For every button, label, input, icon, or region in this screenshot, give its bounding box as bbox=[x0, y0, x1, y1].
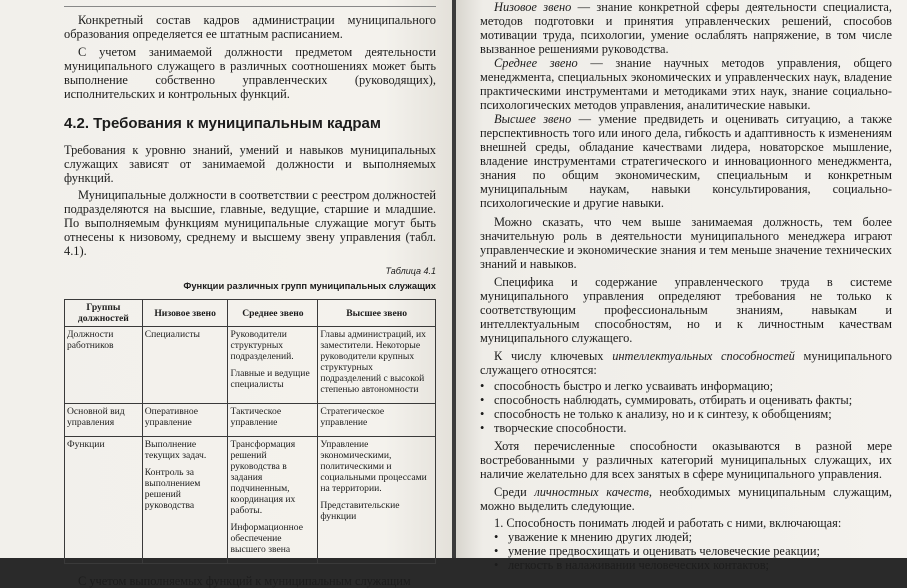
lower-level-paragraph bbox=[480, 0, 892, 56]
table-cell-text: Должности работников bbox=[67, 329, 114, 351]
functions-table bbox=[64, 299, 436, 564]
table-header-cell: Высшее звено bbox=[318, 300, 436, 327]
table-cell-text: Оперативное управление bbox=[144, 406, 199, 428]
middle-level-term: Среднее звено bbox=[494, 56, 578, 70]
intro-paragraph-1: Конкретный состав кадров администрации муниципального образования определяется ее штатным расписанием. bbox=[64, 13, 436, 41]
table-header-cell: Группы должностей bbox=[65, 300, 143, 327]
table-cell-text: Специалисты bbox=[144, 329, 200, 340]
table-cell bbox=[65, 404, 143, 437]
table-cell-text: Информационное обеспечение высшего звена bbox=[230, 522, 303, 555]
list-item bbox=[494, 530, 892, 544]
right-page-content bbox=[480, 0, 892, 572]
bullet-icon: • bbox=[480, 407, 485, 421]
list-item bbox=[494, 544, 892, 558]
table-cell bbox=[318, 327, 436, 404]
top-level-paragraph bbox=[480, 112, 892, 210]
table-cell-text: Контроль за выполнением решений руководства bbox=[144, 467, 201, 511]
lower-level-term: Низовое звено bbox=[494, 0, 572, 14]
middle-level-paragraph bbox=[480, 56, 892, 112]
table-header-row bbox=[65, 300, 436, 327]
paragraph-requirements: Требования к уровню знаний, умений и навыков муниципальных служащих зависят от занимаемой должности и выполняемых функций. bbox=[64, 143, 436, 185]
header-rule bbox=[64, 6, 436, 7]
bottom-paragraph: С учетом выполняемых функций к муниципальным служащим bbox=[78, 574, 411, 588]
table-cell-text: Тактическое управление bbox=[230, 406, 282, 428]
list-item-text: творческие способности. bbox=[494, 421, 627, 435]
people-skills-list bbox=[480, 530, 892, 572]
list-item-text: уважение к мнению других людей; bbox=[508, 530, 693, 544]
middle-level-text: — знание научных методов управления, общего менеджмента, специальных экономических и управленческих наук, владение практическими инструментами и методиками этих наук, знание социально-психологических методов управления, аналитические навыки. bbox=[480, 56, 892, 112]
intellectual-pre: К числу ключевых bbox=[494, 349, 613, 363]
bullet-icon: • bbox=[480, 379, 485, 393]
table-cell bbox=[318, 404, 436, 437]
bullet-icon: • bbox=[480, 393, 485, 407]
intellectual-term: интеллектуальных способностей bbox=[612, 349, 795, 363]
left-page bbox=[0, 0, 452, 588]
paragraph-intellectual bbox=[480, 349, 892, 377]
bullet-icon: • bbox=[494, 544, 499, 558]
table-cell-text: Руководители структурных подразделений. bbox=[230, 329, 294, 362]
top-level-text: — умение предвидеть и оценивать ситуацию, а также перспективность того или иного дела, гибкость и адаптивность к изменениям внешней среды, обладание качествами лидера, новаторское мышление, владение инструментами стратегического и инновационного менеджмента, знания по общим экономическим, специальным и конкретным муниципальным наукам, навыки консультирования, социально-психологические и другие навыки. bbox=[480, 112, 892, 210]
table-cell bbox=[142, 327, 228, 404]
table-cell bbox=[228, 404, 318, 437]
list-item-text: способность быстро и легко усваивать информацию; bbox=[494, 379, 774, 393]
table-cell-text: Главы администраций, их заместители. Некоторые руководители крупных структурных подразделений с высокой степенью автономности bbox=[320, 329, 426, 395]
paragraph-abilities-demand: Хотя перечисленные способности оказываются в разной мере востребованными у различных категорий муниципальных служащих, их наличие желательно для всех занятых в сфере муниципального управления. bbox=[480, 439, 892, 481]
table-header-cell: Низовое звено bbox=[142, 300, 228, 327]
list-item-text: легкость в налаживании человеческих контактов; bbox=[508, 558, 770, 572]
table-cell bbox=[65, 437, 143, 564]
paragraph-specifics: Специфика и содержание управленческого труда в системе муниципального управления определяют требования не только к соответствующим профессиональным знаниям, навыкам и интеллектуальным способностям, но и к личностным качествам муниципального служащего. bbox=[480, 275, 892, 345]
top-level-term: Высшее звено bbox=[494, 112, 572, 126]
personal-pre: Среди bbox=[494, 485, 535, 499]
paragraph-positions: Муниципальные должности в соответствии с реестром должностей подразделяются на высшие, главные, ведущие, старшие и младшие. По выполняемым функциям муниципальные служащие могут быть отнесены к низовому, среднему и высшему звену управления (табл. 4.1). bbox=[64, 188, 436, 258]
table-title: Функции различных групп муниципальных служащих bbox=[183, 280, 436, 291]
table-cell-text: Функции bbox=[67, 439, 105, 450]
table-cell bbox=[318, 437, 436, 564]
table-cell bbox=[142, 404, 228, 437]
left-page-content bbox=[64, 0, 436, 588]
intro-paragraph-2: С учетом занимаемой должности предметом деятельности муниципального служащего в различных соотношениях может быть выполнение собственно управленческих (руководящих), исполнительских и контрольных функций. bbox=[64, 45, 436, 101]
table-row bbox=[65, 327, 436, 404]
list-item bbox=[494, 558, 892, 572]
bullet-icon: • bbox=[480, 421, 485, 435]
personal-post: , необходимых муниципальным служащим, можно выделить следующие. bbox=[480, 485, 892, 513]
table-row bbox=[65, 404, 436, 437]
table-cell bbox=[228, 437, 318, 564]
personal-term: личностных качеств bbox=[534, 485, 649, 499]
list-item-text: способность не только к анализу, но и к синтезу, к обобщениям; bbox=[494, 407, 832, 421]
bullet-icon: • bbox=[494, 558, 499, 572]
paragraph-personal bbox=[480, 485, 892, 513]
bullet-icon: • bbox=[494, 530, 499, 544]
list-item bbox=[480, 407, 892, 421]
section-title: 4.2. Требования к муниципальным кадрам bbox=[64, 115, 381, 132]
list-item-text: умение предвосхищать и оценивать человеческие реакции; bbox=[508, 544, 820, 558]
table-cell-text: Представительские функции bbox=[320, 500, 400, 522]
lower-level-text: — знание конкретной сферы деятельности специалиста, методов подготовки и принятия управленческих решений, способов мотивации труда, психологии, умение ослаблять напряжение, в том числе вызванное решениями руководства. bbox=[480, 0, 892, 56]
table-cell-text: Трансформация решений руководства в задания подчиненным, координация их работы. bbox=[230, 439, 296, 516]
table-number: Таблица 4.1 bbox=[385, 266, 436, 276]
list-item bbox=[480, 379, 892, 393]
intellectual-list bbox=[480, 379, 892, 435]
table-cell bbox=[142, 437, 228, 564]
table-row bbox=[65, 437, 436, 564]
table-cell-text: Выполнение текущих задач. bbox=[144, 439, 207, 461]
table-header-cell: Среднее звено bbox=[228, 300, 318, 327]
paragraph-knowledge-role: Можно сказать, что чем выше занимаемая должность, тем более значительную роль в деятельности муниципального менеджера играют управленческие и экономические знания и тем меньше значение технических знаний и навыков. bbox=[480, 215, 892, 271]
table-cell-text: Основной вид управления bbox=[67, 406, 125, 428]
table-cell bbox=[65, 327, 143, 404]
list-item-text: способность наблюдать, суммировать, отбирать и оценивать факты; bbox=[494, 393, 853, 407]
right-page bbox=[456, 0, 907, 572]
table-cell bbox=[228, 327, 318, 404]
table-cell-text: Главные и ведущие специалисты bbox=[230, 368, 310, 390]
list-item bbox=[480, 393, 892, 407]
intellectual-post: муниципального служащего относятся: bbox=[480, 349, 892, 377]
table-cell-text: Управление экономическими, политическими и социальными процессами на территории. bbox=[320, 439, 427, 494]
numbered-item-1: 1. Способность понимать людей и работать с ними, включающая: bbox=[494, 516, 842, 530]
list-item bbox=[480, 421, 892, 435]
table-cell-text: Стратегическое управление bbox=[320, 406, 385, 428]
